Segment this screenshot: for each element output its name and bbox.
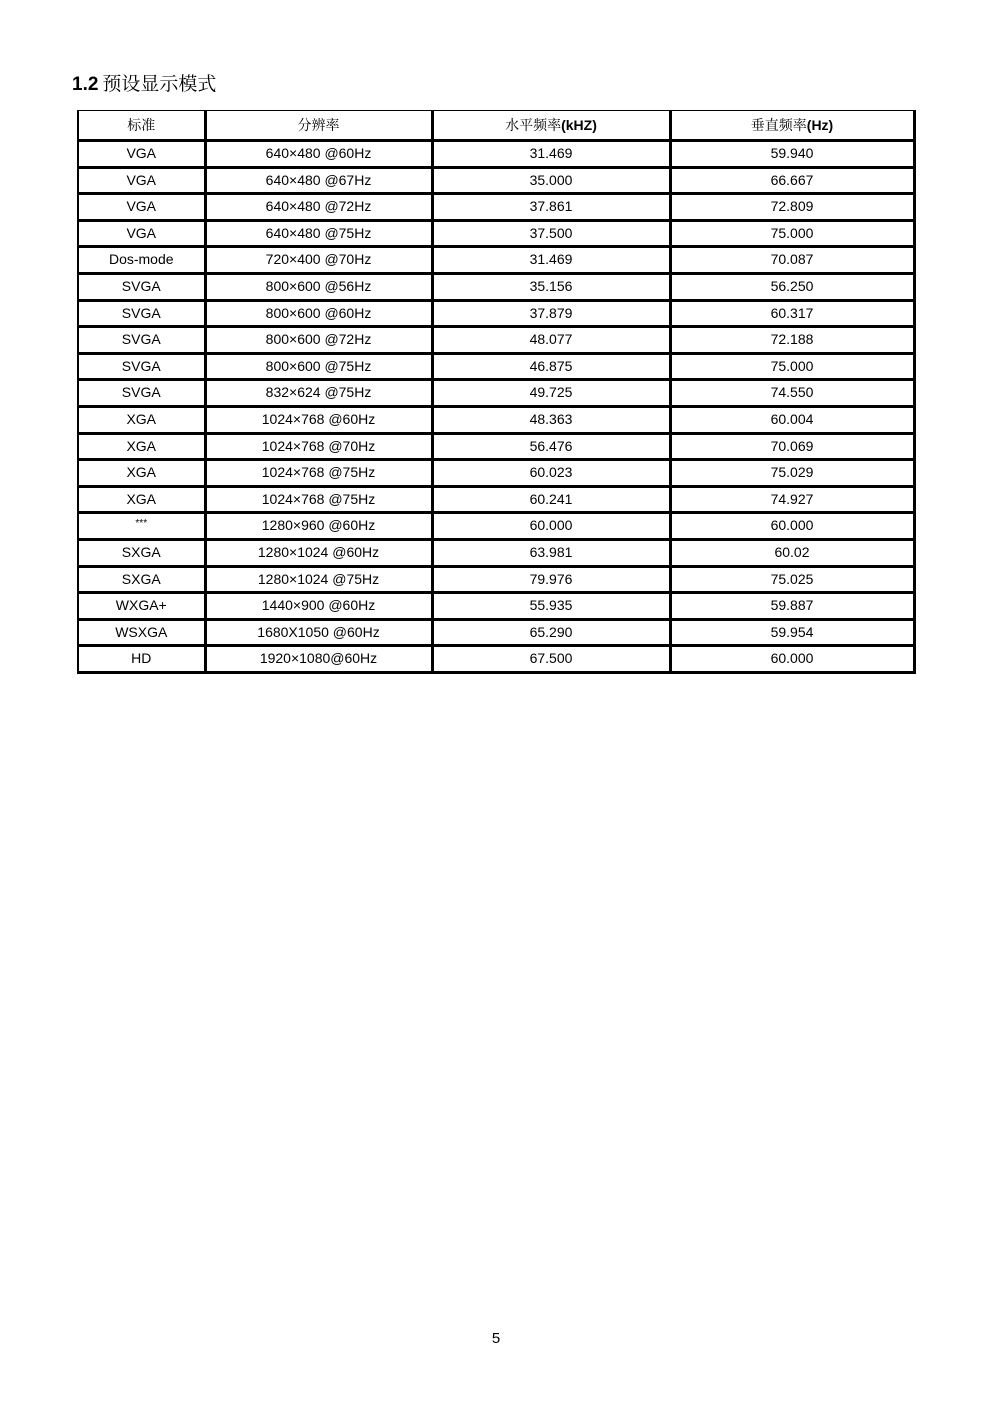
- cell-resolution: 1440×900 @60Hz: [205, 593, 432, 620]
- cell-standard: XGA: [78, 460, 205, 487]
- cell-resolution: 1024×768 @75Hz: [205, 486, 432, 513]
- cell-resolution: 800×600 @75Hz: [205, 353, 432, 380]
- cell-resolution: 1920×1080@60Hz: [205, 646, 432, 673]
- table-row: [78, 167, 914, 194]
- cell-horizontal-frequency: 65.290: [432, 619, 670, 646]
- table-row: [78, 619, 914, 646]
- cell-horizontal-frequency: 35.000: [432, 167, 670, 194]
- cell-standard: VGA: [78, 141, 205, 168]
- cell-resolution: 832×624 @75Hz: [205, 380, 432, 407]
- table-row: [78, 273, 914, 300]
- table-header-row: [78, 111, 914, 141]
- preset-display-modes-table: [77, 110, 916, 674]
- cell-horizontal-frequency: 60.241: [432, 486, 670, 513]
- table-row: [78, 566, 914, 593]
- section-title: 预设显示模式: [102, 73, 217, 95]
- table-row: [78, 380, 914, 407]
- header-horizontal-frequency: 水平频率(kHZ): [432, 111, 670, 141]
- cell-vertical-frequency: 60.000: [670, 513, 914, 540]
- cell-resolution: 1024×768 @70Hz: [205, 433, 432, 460]
- table-body: [78, 141, 914, 673]
- cell-resolution: 1024×768 @75Hz: [205, 460, 432, 487]
- table-row: [78, 433, 914, 460]
- cell-horizontal-frequency: 49.725: [432, 380, 670, 407]
- cell-resolution: 640×480 @72Hz: [205, 194, 432, 221]
- cell-vertical-frequency: 72.809: [670, 194, 914, 221]
- table-row: [78, 486, 914, 513]
- header-resolution: 分辨率: [205, 111, 432, 141]
- cell-vertical-frequency: 59.887: [670, 593, 914, 620]
- table-row: [78, 220, 914, 247]
- cell-horizontal-frequency: 31.469: [432, 247, 670, 274]
- cell-standard: VGA: [78, 194, 205, 221]
- table-row: [78, 300, 914, 327]
- table-row: [78, 194, 914, 221]
- cell-resolution: 1024×768 @60Hz: [205, 406, 432, 433]
- cell-horizontal-frequency: 48.077: [432, 327, 670, 354]
- cell-horizontal-frequency: 67.500: [432, 646, 670, 673]
- cell-standard: VGA: [78, 220, 205, 247]
- cell-vertical-frequency: 70.069: [670, 433, 914, 460]
- table-row: [78, 646, 914, 673]
- cell-resolution: 800×600 @56Hz: [205, 273, 432, 300]
- cell-horizontal-frequency: 37.861: [432, 194, 670, 221]
- cell-standard: XGA: [78, 406, 205, 433]
- table-row: [78, 247, 914, 274]
- table-row: [78, 406, 914, 433]
- cell-horizontal-frequency: 63.981: [432, 539, 670, 566]
- cell-horizontal-frequency: 56.476: [432, 433, 670, 460]
- cell-vertical-frequency: 59.954: [670, 619, 914, 646]
- cell-vertical-frequency: 74.550: [670, 380, 914, 407]
- cell-horizontal-frequency: 37.879: [432, 300, 670, 327]
- cell-vertical-frequency: 75.000: [670, 353, 914, 380]
- cell-vertical-frequency: 74.927: [670, 486, 914, 513]
- cell-standard: ***: [78, 513, 205, 540]
- cell-vertical-frequency: 75.000: [670, 220, 914, 247]
- cell-standard: SVGA: [78, 380, 205, 407]
- cell-vertical-frequency: 75.029: [670, 460, 914, 487]
- cell-resolution: 1280×960 @60Hz: [205, 513, 432, 540]
- cell-resolution: 800×600 @60Hz: [205, 300, 432, 327]
- cell-horizontal-frequency: 55.935: [432, 593, 670, 620]
- header-vertical-frequency: 垂直频率(Hz): [670, 111, 914, 141]
- table-row: [78, 513, 914, 540]
- cell-standard: SXGA: [78, 539, 205, 566]
- cell-vertical-frequency: 60.000: [670, 646, 914, 673]
- cell-vertical-frequency: 60.02: [670, 539, 914, 566]
- cell-standard: SXGA: [78, 566, 205, 593]
- cell-horizontal-frequency: 60.000: [432, 513, 670, 540]
- cell-horizontal-frequency: 35.156: [432, 273, 670, 300]
- cell-resolution: 1680X1050 @60Hz: [205, 619, 432, 646]
- cell-standard: VGA: [78, 167, 205, 194]
- cell-resolution: 1280×1024 @60Hz: [205, 539, 432, 566]
- cell-standard: XGA: [78, 433, 205, 460]
- cell-resolution: 640×480 @60Hz: [205, 141, 432, 168]
- page-number: 5: [491, 1330, 501, 1347]
- cell-vertical-frequency: 72.188: [670, 327, 914, 354]
- cell-vertical-frequency: 60.317: [670, 300, 914, 327]
- cell-standard: SVGA: [78, 353, 205, 380]
- cell-horizontal-frequency: 60.023: [432, 460, 670, 487]
- cell-standard: SVGA: [78, 300, 205, 327]
- cell-standard: SVGA: [78, 327, 205, 354]
- cell-horizontal-frequency: 37.500: [432, 220, 670, 247]
- cell-vertical-frequency: 70.087: [670, 247, 914, 274]
- cell-vertical-frequency: 59.940: [670, 141, 914, 168]
- cell-standard: WSXGA: [78, 619, 205, 646]
- table-row: [78, 593, 914, 620]
- table-row: [78, 327, 914, 354]
- cell-horizontal-frequency: 46.875: [432, 353, 670, 380]
- table-row: [78, 539, 914, 566]
- cell-vertical-frequency: 60.004: [670, 406, 914, 433]
- section-number: 1.2: [72, 74, 99, 95]
- cell-horizontal-frequency: 31.469: [432, 141, 670, 168]
- cell-horizontal-frequency: 79.976: [432, 566, 670, 593]
- cell-resolution: 640×480 @67Hz: [205, 167, 432, 194]
- cell-resolution: 1280×1024 @75Hz: [205, 566, 432, 593]
- cell-vertical-frequency: 56.250: [670, 273, 914, 300]
- cell-standard: HD: [78, 646, 205, 673]
- cell-standard: XGA: [78, 486, 205, 513]
- cell-horizontal-frequency: 48.363: [432, 406, 670, 433]
- table-row: [78, 141, 914, 168]
- cell-standard: WXGA+: [78, 593, 205, 620]
- cell-standard: Dos-mode: [78, 247, 205, 274]
- table-row: [78, 460, 914, 487]
- cell-vertical-frequency: 75.025: [670, 566, 914, 593]
- cell-vertical-frequency: 66.667: [670, 167, 914, 194]
- header-standard: 标准: [78, 111, 205, 141]
- cell-resolution: 720×400 @70Hz: [205, 247, 432, 274]
- section-heading: [72, 72, 216, 97]
- cell-resolution: 640×480 @75Hz: [205, 220, 432, 247]
- cell-resolution: 800×600 @72Hz: [205, 327, 432, 354]
- cell-standard: SVGA: [78, 273, 205, 300]
- table-row: [78, 353, 914, 380]
